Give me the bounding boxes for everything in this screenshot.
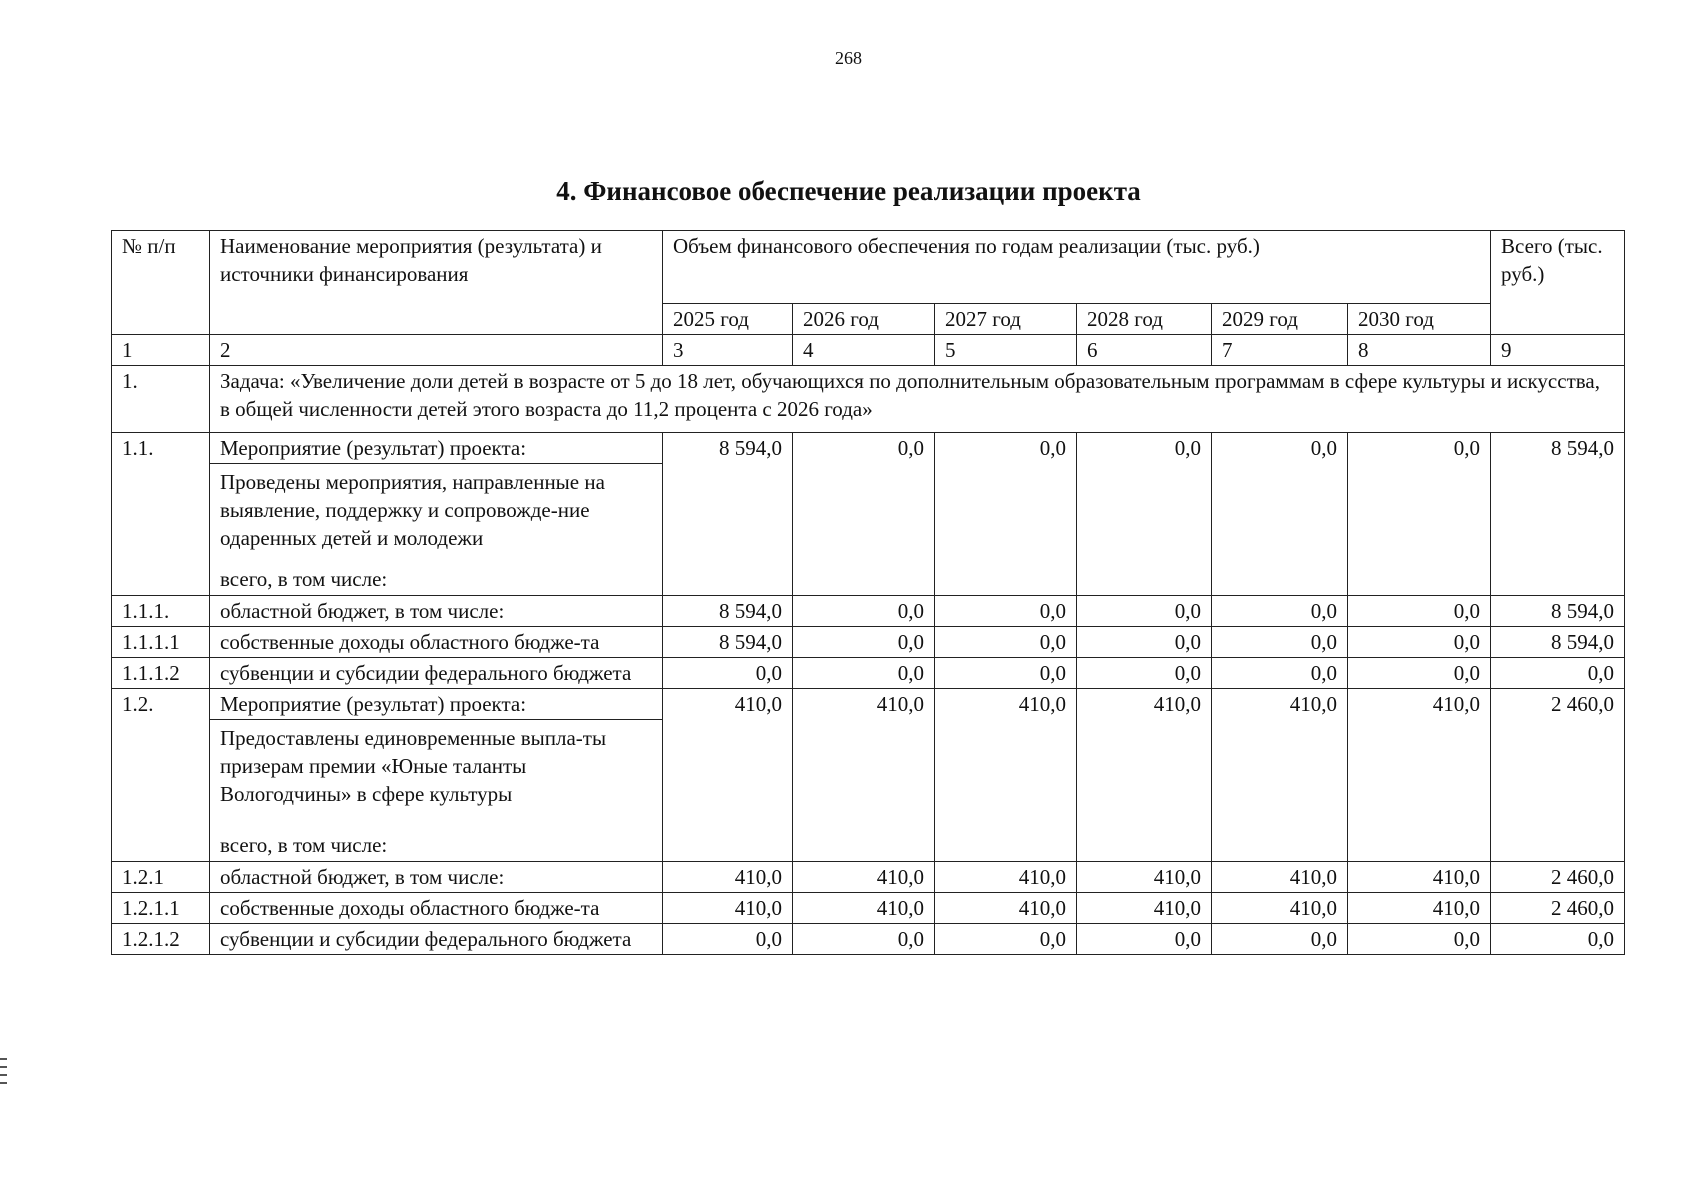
value-2026: 0,0 — [793, 596, 935, 627]
year-2027: 2027 год — [935, 304, 1077, 335]
task-num: 1. — [112, 366, 210, 433]
value-2029: 410,0 — [1212, 689, 1348, 862]
value-2027: 410,0 — [935, 893, 1077, 924]
value-2025: 8 594,0 — [663, 596, 793, 627]
row-num: 1.2.1.1 — [112, 893, 210, 924]
task-row — [112, 366, 1625, 433]
col-number: 8 — [1348, 335, 1491, 366]
page-number: 268 — [835, 48, 862, 68]
row-label: областной бюджет, в том числе: — [210, 596, 663, 627]
value-total: 8 594,0 — [1491, 433, 1625, 596]
col-number: 7 — [1212, 335, 1348, 366]
value-total: 2 460,0 — [1491, 862, 1625, 893]
row-total-label: всего, в том числе: — [220, 833, 388, 857]
col-number: 3 — [663, 335, 793, 366]
header-total: Всего (тыс. руб.) — [1491, 231, 1625, 335]
row-label: собственные доходы областного бюдже-та — [210, 893, 663, 924]
row-label: субвенции и субсидии федерального бюджета — [210, 658, 663, 689]
value-2029: 0,0 — [1212, 433, 1348, 596]
value-2027: 410,0 — [935, 862, 1077, 893]
year-2025: 2025 год — [663, 304, 793, 335]
value-2028: 0,0 — [1077, 658, 1212, 689]
row-label: Мероприятие (результат) проекта: — [210, 433, 663, 464]
row-label: областной бюджет, в том числе: — [210, 862, 663, 893]
value-total: 0,0 — [1491, 658, 1625, 689]
table-row — [112, 658, 1625, 689]
col-number: 9 — [1491, 335, 1625, 366]
financing-table — [111, 230, 1625, 955]
row-num: 1.1.1.1 — [112, 627, 210, 658]
row-total-label: всего, в том числе: — [220, 567, 388, 591]
header-num: № п/п — [112, 231, 210, 335]
value-2029: 0,0 — [1212, 658, 1348, 689]
header-row — [112, 231, 1625, 304]
value-2030: 0,0 — [1348, 924, 1491, 955]
col-number: 5 — [935, 335, 1077, 366]
value-2030: 0,0 — [1348, 596, 1491, 627]
value-2027: 0,0 — [935, 433, 1077, 596]
value-2025: 8 594,0 — [663, 627, 793, 658]
row-num: 1.2.1.2 — [112, 924, 210, 955]
col-number: 4 — [793, 335, 935, 366]
value-2028: 410,0 — [1077, 689, 1212, 862]
year-2026: 2026 год — [793, 304, 935, 335]
row-label: Мероприятие (результат) проекта: — [210, 689, 663, 720]
table-row — [112, 627, 1625, 658]
value-2025: 0,0 — [663, 924, 793, 955]
value-2027: 0,0 — [935, 596, 1077, 627]
value-2030: 410,0 — [1348, 689, 1491, 862]
table-row — [112, 689, 1625, 720]
value-2026: 410,0 — [793, 893, 935, 924]
row-label: собственные доходы областного бюдже-та — [210, 627, 663, 658]
row-label: субвенции и субсидии федерального бюджета — [210, 924, 663, 955]
table-row — [112, 862, 1625, 893]
year-2028: 2028 год — [1077, 304, 1212, 335]
value-total: 2 460,0 — [1491, 893, 1625, 924]
row-description: Предоставлены единовременные выпла-ты призерам премии «Юные таланты Вологодчины» в сфере культуры — [220, 726, 607, 806]
row-num: 1.1. — [112, 433, 210, 596]
year-2029: 2029 год — [1212, 304, 1348, 335]
value-2028: 0,0 — [1077, 433, 1212, 596]
row-num: 1.1.1.2 — [112, 658, 210, 689]
row-description: Проведены мероприятия, направленные на выявление, поддержку и сопровожде-ние одаренных детей и молодежи — [220, 470, 605, 550]
row-num: 1.2.1 — [112, 862, 210, 893]
value-2030: 0,0 — [1348, 627, 1491, 658]
value-2029: 410,0 — [1212, 862, 1348, 893]
header-volume: Объем финансового обеспечения по годам реализации (тыс. руб.) — [663, 231, 1491, 304]
value-2027: 410,0 — [935, 689, 1077, 862]
col-number: 1 — [112, 335, 210, 366]
value-2030: 410,0 — [1348, 862, 1491, 893]
row-num: 1.2. — [112, 689, 210, 862]
table-row — [112, 596, 1625, 627]
value-2026: 410,0 — [793, 862, 935, 893]
header-name: Наименование мероприятия (результата) и источники финансирования — [210, 231, 663, 335]
value-2026: 0,0 — [793, 924, 935, 955]
table-row — [112, 924, 1625, 955]
value-2028: 410,0 — [1077, 893, 1212, 924]
value-2026: 0,0 — [793, 658, 935, 689]
task-text: Задача: «Увеличение доли детей в возрасте от 5 до 18 лет, обучающихся по дополнительным образовательным программам в сфере культуры и искусства, в общей численности детей этого возраста до 11,2 процента с 2026 года» — [210, 366, 1625, 433]
value-2028: 0,0 — [1077, 627, 1212, 658]
value-2027: 0,0 — [935, 627, 1077, 658]
value-total: 8 594,0 — [1491, 596, 1625, 627]
value-2028: 410,0 — [1077, 862, 1212, 893]
value-2025: 0,0 — [663, 658, 793, 689]
table-row — [112, 433, 1625, 464]
year-2030: 2030 год — [1348, 304, 1491, 335]
value-2029: 410,0 — [1212, 893, 1348, 924]
row-num: 1.1.1. — [112, 596, 210, 627]
value-2027: 0,0 — [935, 924, 1077, 955]
value-2030: 0,0 — [1348, 658, 1491, 689]
value-2028: 0,0 — [1077, 596, 1212, 627]
value-2029: 0,0 — [1212, 924, 1348, 955]
value-2025: 8 594,0 — [663, 433, 793, 596]
value-2027: 0,0 — [935, 658, 1077, 689]
section-title: 4. Финансовое обеспечение реализации проекта — [556, 176, 1141, 206]
value-2028: 0,0 — [1077, 924, 1212, 955]
col-number: 2 — [210, 335, 663, 366]
value-total: 2 460,0 — [1491, 689, 1625, 862]
column-number-row — [112, 335, 1625, 366]
value-2025: 410,0 — [663, 893, 793, 924]
table-row — [112, 893, 1625, 924]
value-2030: 0,0 — [1348, 433, 1491, 596]
value-2026: 0,0 — [793, 433, 935, 596]
col-number: 6 — [1077, 335, 1212, 366]
value-2026: 0,0 — [793, 627, 935, 658]
value-total: 0,0 — [1491, 924, 1625, 955]
scan-margin-marks — [0, 1058, 8, 1098]
value-2030: 410,0 — [1348, 893, 1491, 924]
value-total: 8 594,0 — [1491, 627, 1625, 658]
value-2029: 0,0 — [1212, 596, 1348, 627]
value-2025: 410,0 — [663, 689, 793, 862]
value-2025: 410,0 — [663, 862, 793, 893]
value-2029: 0,0 — [1212, 627, 1348, 658]
value-2026: 410,0 — [793, 689, 935, 862]
